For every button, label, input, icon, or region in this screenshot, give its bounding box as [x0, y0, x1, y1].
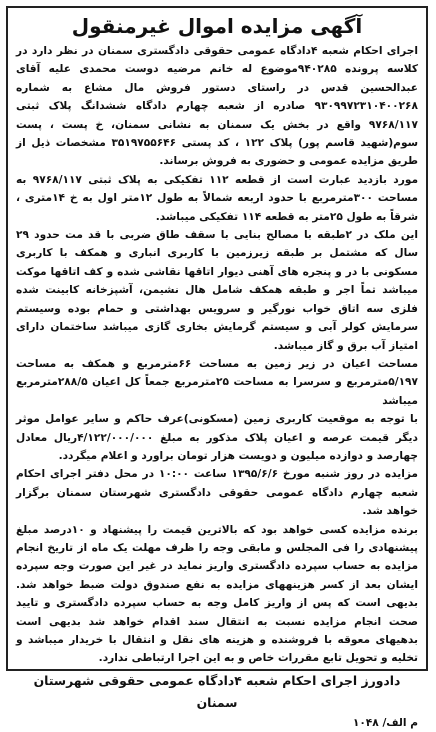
- notice-title: آگهی مزایده اموال غیرمنقول: [71, 14, 363, 38]
- notice-paragraph-terms: برنده مزایده کسی خواهد بود که بالاترین قیمت را پیشنهاد و ۱۰درصد مبلغ پیشنهادی را فی المجلس و مابقی وجه را ظرف مهلت یک ماه از تاریخ انجام مزایده به حساب سپرده دادگستری واریز نماید در غیر این صورت وجه سپرده ایشان بعد از کسر هزینههای مزایده به نفع صندوق دولت ضبط خواهد شد. بدیهی است که پس از واریز کامل وجه به حساب سپرده دادگستری و تایید صحت انجام مزایده نسبت به انتقال سند اقدام خواهد شد بدیهی است بدهیهای معوقه با فروشنده و هزینه های نقل و انتقال با خریدار میباشد و تخلیه و تحویل تابع مقررات خاص و به این اجرا ارتباطی ندارد.: [16, 523, 418, 665]
- notice-reference: م الف/ ۱۰۴۸: [352, 716, 418, 729]
- notice-paragraph-intro: اجرای احکام شعبه ۴دادگاه عمومی حقوقی دادگستری سمنان در نظر دارد در کلاسه پرونده ۹۴۰۲۸۵موضوع له خانم مرضیه دوست محمدی علیه آقای عبدالحسین قدس در راستای دستور فروش مال مشاع به شماره ۹۳۰۹۹۷۲۳۱۰۴۰۰۲۶۸ صادره از شعبه چهارم دادگاه ششدانگ پلاک ثبتی ۹۷۶۸/۱۱۷ واقع در بخش یک سمنان به نشانی سمنان، خ پست ، پست سوم(شهید قاسم پور) پلاک ۱۲۲ ، کد پستی ۳۵۱۹۷۵۵۶۴۶ مشخصات ذیل از طریق مزایده عمومی و حضوری به فروش برساند.: [16, 45, 419, 168]
- notice-paragraph-building: این ملک در ۲طبقه با مصالح بنایی با سقف طاق ضربی با قد مت حدود ۲۹ سال که مشتمل بر طبقه زیرزمین با کاربری انباری و همکف با کاربری مسکونی با در و پنجره های آهنی دیوار اتاقها نقاشی شده و کف اتاقها موکت میباشد تماً اجر و طبقه همکف شامل هال نشیمن، آشپزخانه کابینت شده فلزی سه اتاق خواب نورگیر و سرویس بهداشتی و حمام بوده وسیستم سرمایش کولر آبی و سیستم گرمایش بخاری گازی میباشد ساختمان دارای امتیاز آب برق و گاز میباشد.: [16, 229, 418, 352]
- legal-notice: [6, 6, 428, 729]
- notice-paragraph-plot: مورد بازدید عبارت است از قطعه ۱۱۲ تفکیکی به پلاک ثبتی ۹۷۶۸/۱۱۷ به مساحت ۳۰۰مترمربع با حدود اربعه شمالاً به طول ۱۲متر اول به خ ۱۴متری ، شرقاً به طول ۲۵متر به قطعه ۱۱۴ تفکیکی میباشد.: [16, 173, 419, 223]
- notice-signature: دادورز اجرای احکام شعبه ۴دادگاه عمومی حقوقی شهرستان سمنان: [33, 672, 401, 710]
- notice-paragraph-area: مساحت اعیان در زیر زمین به مساحت ۶۶مترمربع و همکف به مساحت ۵/۱۹۷مترمربع و سرسرا به مساحت ۲۵مترمربع جمعاً کل اعیان ۲۸۸/۵مترمربع میباشد: [16, 357, 419, 407]
- notice-paragraph-valuation: با توجه به موقعیت کاربری زمین (مسکونی)عرف حاکم و سایر عوامل موثر دیگر قیمت عرصه و اعیان پلاک مذکور به مبلغ ۴/۱۲۲/۰۰۰/۰۰۰ریال معادل چهارصد و دوازده میلیون و دویست هزار تومان براورد و اعلام میگردد.: [16, 413, 418, 462]
- notice-paragraph-auction-date: مزایده در روز شنبه مورخ ۱۳۹۵/۶/۶ ساعت ۱۰:۰۰ در محل دفتر اجرای احکام شعبه چهارم دادگاه عمومی حقوقی دادگستری شهرستان سمنان برگزار خواهد شد.: [16, 468, 418, 518]
